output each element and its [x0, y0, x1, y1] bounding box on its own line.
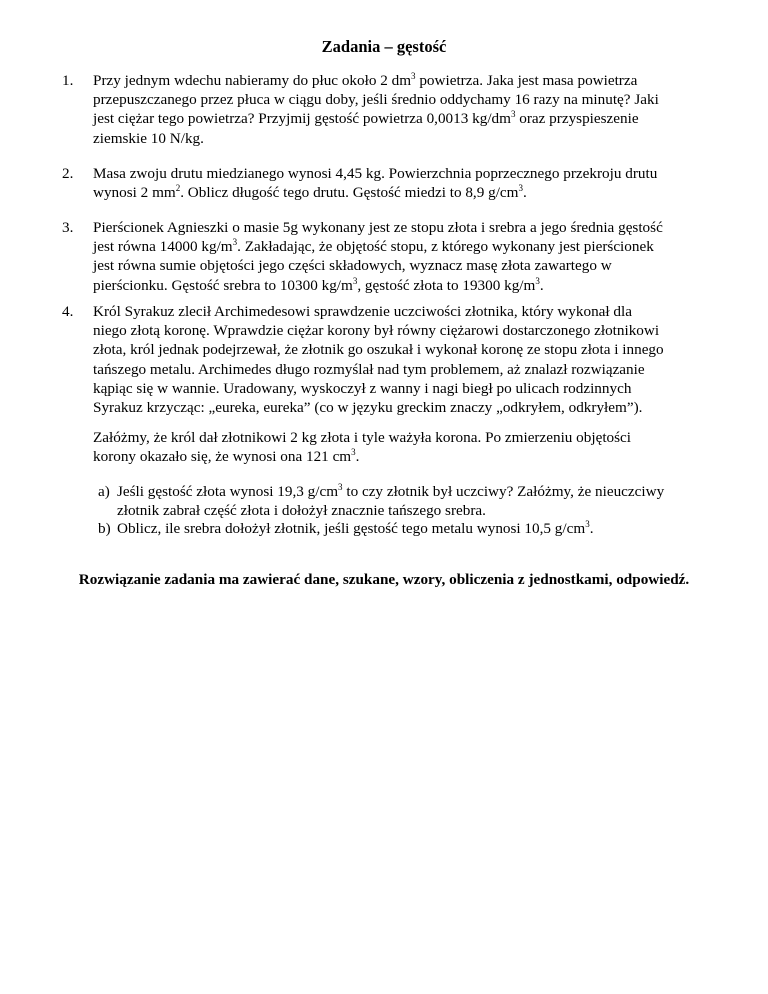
text-line: przepuszczanego przez płuca w ciągu doby, jeśli średnio oddychamy 16 razy na minutę? Jaki [93, 91, 659, 109]
text-line: Król Syrakuz zlecił Archimedesowi sprawdzenie uczciwości złotnika, który wykonał dla [93, 303, 632, 320]
text-line: Syrakuz krzycząc: „eureka, eureka” (co w języku greckim znaczy „odkryłem, odkryłem”). [93, 399, 643, 417]
text-line: jest ciężar tego powietrza? Przyjmij gęstość powietrza 0,0013 $kg/dm^3$ oraz przyspieszenie [93, 109, 639, 128]
text-line: kąpiąc się w wannie. Uradowany, wyskoczył z wanny i nagi biegł po ulicach rodzinnych [93, 379, 632, 397]
text-line: wynosi 2 $mm^2$. Oblicz długość tego drutu. Gęstość miedzi to 8,9 $g/cm^3$. [93, 183, 527, 202]
subtask-text [117, 482, 737, 520]
text-line: złotnik zabrał część złota i dołożył znacznie tańszego srebra. [117, 502, 486, 520]
subtask-text [117, 519, 737, 538]
text-line: ziemskie 10 N/kg. [93, 129, 204, 147]
text-line: Pierścionek Agnieszki o masie 5g wykonany jest ze stopu złota i srebra a jego średnia gęstość [93, 219, 663, 236]
text-line: Oblicz, ile srebra dołożył złotnik, jeśli gęstość tego metalu wynosi 10,5 $g/cm^3$. [117, 519, 594, 537]
text-line: niego złotą koronę. Wprawdzie ciężar korony był równy ciężarowi dostarczonego złotnikowi [93, 322, 660, 340]
task-text [93, 302, 733, 417]
task-number: 4. [62, 303, 74, 320]
text-line: Jeśli gęstość złota wynosi 19,3 $g/cm^3$ to czy złotnik był uczciwy? Załóżmy, że nieuczciwy [117, 482, 665, 500]
text-line: Przy jednym wdechu nabieramy do płuc około 2 $dm^3$ powietrza. Jaka jest masa powietrza [93, 71, 638, 89]
text-line: pierścionku. Gęstość srebra to 10300 $kg/m^3$, gęstość złota to 19300 $kg/m^3$. [93, 275, 544, 294]
text-line: jest równa sumie objętości jego części składowych, wyznacz masę złota zawartego w [93, 257, 612, 275]
page-title: Zadania – gęstość [321, 37, 447, 56]
task-number: 2. [62, 165, 74, 182]
subtask-label: a) [98, 483, 110, 500]
subtask-label: b) [98, 520, 111, 537]
task-text [93, 164, 733, 202]
task-number: 1. [62, 72, 74, 89]
text-line: złota, król jednak podejrzewał, że złotnik go oszukał i wykonał koronę ze stopu złota i innego [93, 341, 664, 359]
task-number: 3. [62, 219, 74, 236]
text-line: korony okazało się, że wynosi ona 121 $cm^3$. [93, 447, 360, 466]
text-line: tańszego metalu. Archimedes długo rozmyślał nad tym problemem, aż znalazł rozwiązanie [93, 360, 645, 378]
solution-requirements-note: Rozwiązanie zadania ma zawierać dane, szukane, wzory, obliczenia z jednostkami, odpowiedź. [78, 571, 690, 588]
text-line: jest równa 14000 $kg/m^3$. Zakładając, że objętość stopu, z którego wykonany jest pierścionek [93, 237, 654, 256]
task-text [93, 71, 733, 148]
text-line: Załóżmy, że król dał złotnikowi 2 kg złota i tyle ważyła korona. Po zmierzeniu objętości [93, 429, 632, 446]
text-line: Masa zwoju drutu miedzianego wynosi 4,45 kg. Powierzchnia poprzecznego przekroju drutu [93, 165, 658, 182]
paragraph-text [93, 428, 733, 466]
task-text [93, 218, 733, 295]
